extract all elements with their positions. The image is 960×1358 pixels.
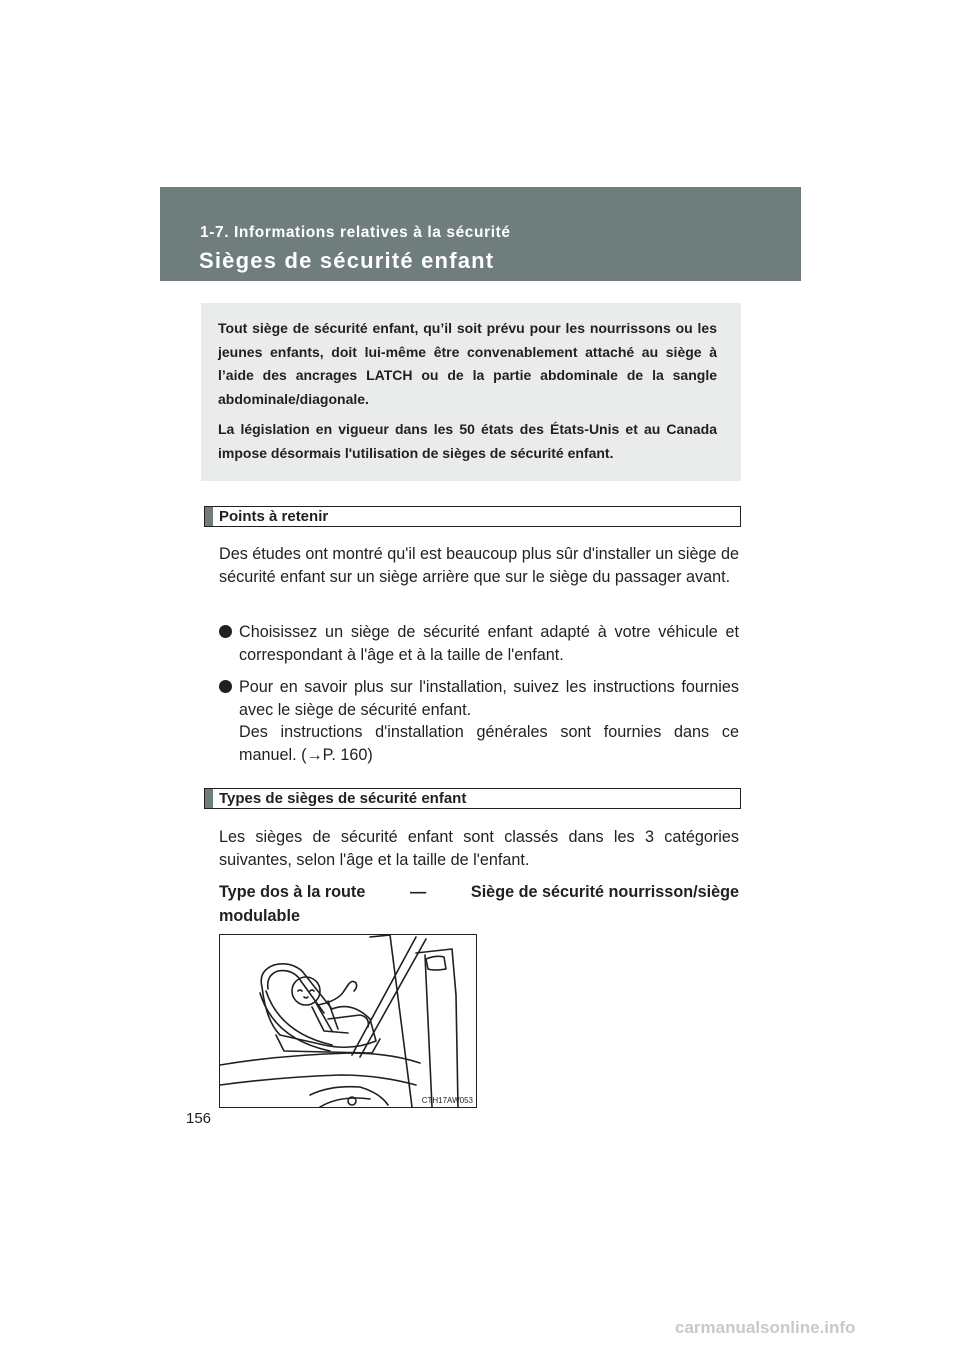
intro-box (201, 303, 741, 481)
watermark: carmanualsonline.info (675, 1318, 856, 1337)
type-label-name: Type dos à la route (219, 883, 366, 901)
points-paragraph: Des études ont montré qu'il est beaucoup plus sûr d'installer un siège de sécurité enfant sur un siège arrière que sur le siège du passager avant. (219, 545, 739, 586)
type-label-dash: — (410, 883, 427, 901)
heading-types-label: Types de sièges de sécurité enfant (219, 790, 467, 807)
bullet-text: Pour en savoir plus sur l'installation, suivez les instructions fournies avec le siège de sécurité enfant. (239, 678, 739, 719)
bullet-continuation: Des instructions d'installation générales sont fournies dans ce manuel. (→P. 160) (239, 723, 739, 764)
intro-paragraph-2: La législation en vigueur dans les 50 états des États-Unis et au Canada impose désormais l'utilisation de sièges de sécurité enfant. (218, 421, 717, 461)
bullet-item (219, 621, 739, 666)
heading-types (204, 788, 741, 809)
types-paragraph: Les sièges de sécurité enfant sont classés dans les 3 catégories suivantes, selon l'âge et la taille de l'enfant. (219, 828, 739, 869)
figure-code: CTH17AW053 (421, 1096, 473, 1105)
type-label-cont: modulable (219, 906, 300, 925)
page-number: 156 (186, 1110, 212, 1127)
bullet-text: Choisissez un siège de sécurité enfant adapté à votre véhicule et correspondant à l'âge et à la taille de l'enfant. (239, 623, 739, 664)
bullet-dot-icon (219, 625, 232, 638)
infant-seat-illustration (219, 934, 477, 1108)
heading-marker (205, 789, 213, 808)
intro-paragraph-1: Tout siège de sécurité enfant, qu’il soit prévu pour les nourrissons ou les jeunes enfants, doit lui-même être convenablement attaché au siège à l’aide des ancrages LATCH ou de la partie abdominale de la sangle abdominale/diagonale. (218, 320, 717, 407)
type-label (219, 881, 739, 928)
bullet-dot-icon (219, 680, 232, 693)
bullet-item (219, 676, 739, 766)
heading-marker (205, 507, 213, 526)
heading-points-label: Points à retenir (219, 508, 329, 525)
heading-points (204, 506, 741, 527)
type-label-desc: Siège de sécurité nourrisson/siège (470, 883, 739, 901)
infant-seat-drawing (220, 935, 476, 1107)
section-label: 1-7. Informations relatives à la sécurité (200, 224, 511, 241)
page-title: Sièges de sécurité enfant (199, 248, 495, 273)
